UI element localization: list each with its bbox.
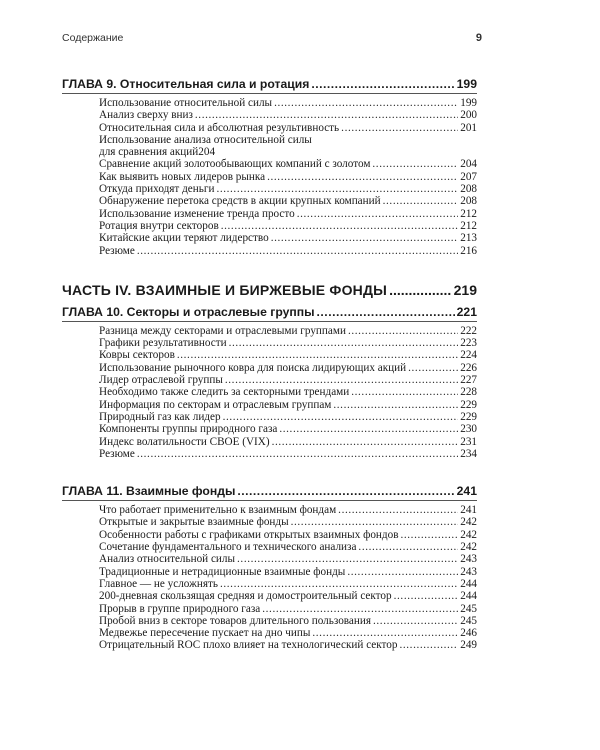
entry-page: 242: [460, 541, 477, 554]
toc-entry[interactable]: [62, 436, 477, 448]
toc-entry[interactable]: [62, 134, 477, 159]
chapter-9-heading[interactable]: [62, 76, 477, 93]
dot-leader: [137, 245, 458, 257]
dot-leader: [272, 436, 459, 448]
entry-page: 204: [198, 146, 216, 159]
dot-leader: [223, 411, 459, 423]
dot-leader: [221, 220, 458, 232]
entry-page: 213: [460, 232, 477, 245]
entry-title: Откуда приходят деньги: [99, 183, 215, 196]
chapter-page: 241: [456, 484, 477, 499]
entry-page: 216: [460, 244, 477, 257]
entry-title: 200-дневная скользящая средняя и домостроительный сектор: [99, 590, 392, 603]
entry-page: 234: [460, 447, 477, 460]
dot-leader: [274, 97, 458, 109]
entry-title: Как выявить новых лидеров рынка: [99, 170, 266, 183]
entry-page: 223: [460, 337, 477, 350]
toc-entry[interactable]: [62, 97, 477, 109]
part-title: ЧАСТЬ IV. ВЗАИМНЫЕ И БИРЖЕВЫЕ ФОНДЫ: [62, 281, 388, 298]
entry-title: Обнаружение перетока средств в акции крупных компаний: [99, 195, 381, 208]
entry-title: Резюме: [99, 447, 135, 460]
chapter-page: 199: [456, 77, 477, 91]
entry-title: Анализ сверху вниз: [99, 109, 193, 122]
entry-page: 226: [460, 361, 477, 374]
chapter-rule: [62, 321, 477, 322]
entry-title: Ротация внутри секторов: [99, 219, 219, 232]
entry-title: Медвежье пересечение пускает на дно чипы: [99, 627, 311, 640]
entry-title: Ковры секторов: [99, 349, 175, 362]
toc-entry[interactable]: [62, 325, 477, 337]
dot-leader: [297, 208, 459, 220]
dot-leader: [348, 325, 458, 337]
entry-title: Анализ относительной силы: [99, 553, 236, 566]
entry-title: Главное — не усложнять: [99, 577, 218, 590]
chapter-title: ГЛАВА 10. Секторы и отраслевые группы: [62, 304, 315, 319]
dot-leader: [394, 590, 459, 602]
entry-title: Сочетание фундаментального и технического анализа: [99, 541, 357, 554]
toc-entry[interactable]: [62, 122, 477, 134]
entry-page: 243: [460, 565, 477, 578]
dot-leader: [216, 183, 458, 195]
part-4-heading[interactable]: [62, 281, 477, 300]
entry-title: Открытые и закрытые взаимные фонды: [99, 516, 289, 529]
dot-leader: [383, 195, 459, 207]
entry-page: 224: [460, 349, 477, 362]
chapter-rule: [62, 500, 477, 501]
toc-entry[interactable]: [62, 529, 477, 541]
toc-entry[interactable]: [62, 195, 477, 207]
entry-page: 242: [460, 528, 477, 541]
entry-page: 228: [460, 386, 477, 399]
entry-page: 246: [460, 627, 477, 640]
toc-entry[interactable]: [62, 232, 477, 244]
entry-page: 222: [460, 324, 477, 337]
toc-entry[interactable]: [62, 374, 477, 386]
entry-page: 212: [460, 219, 477, 232]
dot-leader: [229, 337, 459, 349]
dot-leader: [312, 627, 458, 639]
entry-title: Лидер отраслевой группы: [99, 374, 223, 387]
dot-leader: [351, 386, 458, 398]
chapter-10-heading[interactable]: [62, 304, 477, 321]
entry-title: Резюме: [99, 244, 135, 257]
dot-leader: [389, 281, 452, 300]
part-page: 219: [453, 281, 477, 298]
entry-page: 245: [460, 602, 477, 615]
toc-entry[interactable]: [62, 615, 477, 627]
entry-title-line1: Использование анализа относительной силы: [99, 133, 312, 146]
dot-leader: [279, 423, 458, 435]
chapter-title: ГЛАВА 9. Относительная сила и ротация: [62, 77, 310, 91]
dot-leader: [333, 399, 458, 411]
dot-leader: [347, 566, 458, 578]
toc-entry[interactable]: [62, 158, 477, 170]
entry-page: 201: [460, 121, 477, 134]
entry-title: Компоненты группы природного газа: [99, 423, 278, 436]
dot-leader: [311, 76, 454, 93]
dot-leader: [267, 171, 458, 183]
toc-entry[interactable]: [62, 337, 477, 349]
dot-leader: [237, 553, 458, 565]
entry-page: 212: [460, 207, 477, 220]
entry-title: Необходимо также следить за секторными трендами: [99, 386, 350, 399]
entry-page: 200: [460, 109, 477, 122]
toc-entry[interactable]: [62, 171, 477, 183]
dot-leader: [373, 615, 458, 627]
chapter-page: 221: [456, 304, 477, 319]
entry-page: 208: [460, 183, 477, 196]
toc-entry[interactable]: [62, 553, 477, 565]
toc-entry[interactable]: [62, 208, 477, 220]
entry-page: 229: [460, 410, 477, 423]
entry-page: 249: [460, 639, 477, 652]
dot-leader: [400, 529, 458, 541]
dot-leader: [225, 374, 458, 386]
entry-title: Китайские акции теряют лидерство: [99, 232, 269, 245]
dot-leader: [291, 516, 459, 528]
entry-page: 227: [460, 374, 477, 387]
dot-leader: [195, 109, 458, 121]
toc-entry[interactable]: [62, 590, 477, 602]
entry-title: Особенности работы с графиками открытых взаимных фондов: [99, 528, 399, 541]
entry-title: Отрицательный ROC плохо влияет на технологический сектор: [99, 639, 398, 652]
chapter-title: ГЛАВА 11. Взаимные фонды: [62, 484, 236, 499]
entry-title: Прорыв в группе природного газа: [99, 602, 261, 615]
dot-leader: [271, 232, 459, 244]
toc-entry[interactable]: [62, 399, 477, 411]
entry-page: 231: [460, 435, 477, 448]
entry-page: 199: [460, 97, 477, 109]
toc-entry[interactable]: [62, 245, 477, 257]
entry-page: 208: [460, 195, 477, 208]
entry-title: Графики результативности: [99, 337, 227, 350]
dot-leader: [220, 578, 458, 590]
entry-title: Использование рыночного ковра для поиска лидирующих акций: [99, 361, 407, 374]
dot-leader: [177, 349, 458, 361]
dot-leader: [399, 639, 458, 651]
toc-entry[interactable]: [62, 386, 477, 398]
entry-page: 244: [460, 577, 477, 590]
dot-leader: [237, 483, 454, 500]
entry-page: 230: [460, 423, 477, 436]
entry-title: Природный газ как лидер: [99, 410, 221, 423]
toc-entry[interactable]: [62, 362, 477, 374]
entry-title: Традиционные и нетрадиционные взаимные фонды: [99, 565, 346, 578]
entry-title: для сравнения акций: [99, 146, 199, 159]
toc-entry[interactable]: [62, 639, 477, 651]
entry-page: 245: [460, 614, 477, 627]
toc-entry[interactable]: [62, 541, 477, 553]
entry-title: Что работает применительно к взаимным фондам: [99, 504, 337, 517]
chapter-rule: [62, 93, 477, 94]
toc-entry[interactable]: [62, 603, 477, 615]
chapter-11-heading[interactable]: [62, 483, 477, 500]
dot-leader: [317, 304, 455, 321]
dot-leader: [137, 448, 458, 460]
dot-leader: [341, 122, 458, 134]
entry-page: 242: [460, 516, 477, 529]
running-header-title: Содержание: [62, 32, 124, 44]
entry-title: Относительная сила и абсолютная результивность: [99, 121, 340, 134]
dot-leader: [358, 541, 458, 553]
toc-entry[interactable]: [62, 627, 477, 639]
entry-title: Использование относительной силы: [99, 97, 273, 109]
dot-leader: [262, 603, 458, 615]
entry-page: 243: [460, 553, 477, 566]
table-of-contents: [62, 76, 477, 652]
toc-entry[interactable]: [62, 578, 477, 590]
toc-entry[interactable]: [62, 349, 477, 361]
toc-entry[interactable]: [62, 411, 477, 423]
entry-page: 241: [460, 504, 477, 517]
page-number: 9: [475, 32, 482, 44]
dot-leader: [408, 362, 458, 374]
dot-leader: [372, 158, 458, 170]
entry-page: 244: [460, 590, 477, 603]
toc-entry[interactable]: [62, 504, 477, 516]
entry-title: Индекс волатильности CBOE (VIX): [99, 435, 270, 448]
entry-title: Разница между секторами и отраслевыми группами: [99, 324, 346, 337]
entry-title: Информация по секторам и отраслевым группам: [99, 398, 332, 411]
entry-page: 207: [460, 170, 477, 183]
entry-title: Использование изменение тренда просто: [99, 207, 295, 220]
entry-title: Пробой вниз в секторе товаров длительного пользования: [99, 614, 372, 627]
entry-page: 229: [460, 398, 477, 411]
dot-leader: [338, 504, 458, 516]
running-header: [62, 32, 482, 44]
toc-entry[interactable]: [62, 566, 477, 578]
entry-title: Сравнение акций золотообывающих компаний с золотом: [99, 158, 371, 171]
toc-entry[interactable]: [62, 220, 477, 232]
toc-entry[interactable]: [62, 183, 477, 195]
toc-entry[interactable]: [62, 448, 477, 460]
toc-entry[interactable]: [62, 516, 477, 528]
entry-page: 204: [460, 158, 477, 171]
toc-entry[interactable]: [62, 423, 477, 435]
toc-entry[interactable]: [62, 109, 477, 121]
